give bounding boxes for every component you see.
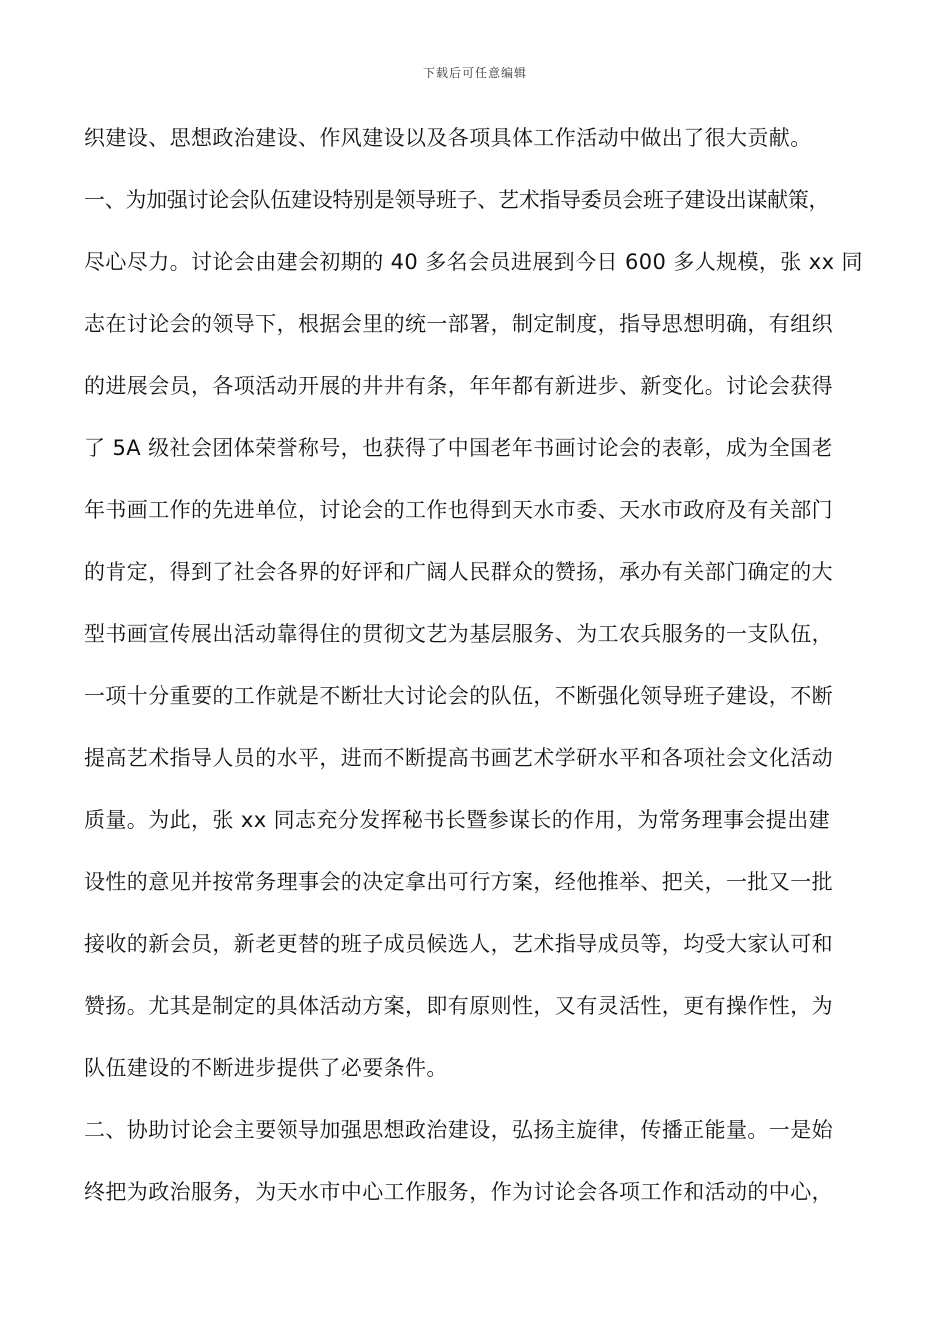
text-line: 型书画宣传展出活动靠得住的贯彻文艺为基层服务、为工农兵服务的一支队伍， — [84, 622, 833, 646]
text-line: 二、协助讨论会主要领导加强思想政治建设，弘扬主旋律，传播正能量。一是始 — [84, 1118, 833, 1142]
text-line: 终把为政治服务，为天水市中心工作服务，作为讨论会各项工作和活动的中心， — [84, 1180, 833, 1204]
text-line: 尽心尽力。讨论会由建会初期的 40 多名会员进展到今日 600 多人规模，张 xx 同 — [84, 250, 863, 274]
text-line: 接收的新会员，新老更替的班子成员候选人，艺术指导成员等，均受大家认可和 — [84, 932, 833, 956]
text-line: 一、为加强讨论会队伍建设特别是领导班子、艺术指导委员会班子建设出谋献策， — [84, 188, 830, 212]
text-line: 赞扬。尤其是制定的具体活动方案，即有原则性，又有灵活性，更有操作性，为 — [84, 994, 833, 1018]
text-line: 一项十分重要的工作就是不断壮大讨论会的队伍，不断强化领导班子建设，不断 — [84, 684, 833, 708]
text-line: 织建设、思想政治建设、作风建设以及各项具体工作活动中做出了很大贡献。 — [84, 126, 812, 150]
text-line: 提高艺术指导人员的水平，进而不断提高书画艺术学研水平和各项社会文化活动 — [84, 746, 833, 770]
text-line: 的进展会员，各项活动开展的井井有条，年年都有新进步、新变化。讨论会获得 — [84, 374, 833, 398]
text-line: 志在讨论会的领导下，根据会里的统一部署，制定制度，指导思想明确，有组织 — [84, 312, 833, 336]
text-line: 了 5A 级社会团体荣誉称号，也获得了中国老年书画讨论会的表彰，成为全国老 — [84, 436, 833, 460]
text-line: 设性的意见并按常务理事会的决定拿出可行方案，经他推举、把关，一批又一批 — [84, 870, 833, 894]
page-header: 下载后可任意编辑 — [422, 66, 527, 80]
text-line: 队伍建设的不断进步提供了必要条件。 — [84, 1056, 448, 1080]
text-line: 年书画工作的先进单位，讨论会的工作也得到天水市委、天水市政府及有关部门 — [84, 498, 833, 522]
text-line: 质量。为此，张 xx 同志充分发挥秘书长暨参谋长的作用，为常务理事会提出建 — [84, 808, 831, 832]
text-line: 的肯定，得到了社会各界的好评和广阔人民群众的赞扬，承办有关部门确定的大 — [84, 560, 833, 584]
body-text — [84, 118, 884, 1234]
